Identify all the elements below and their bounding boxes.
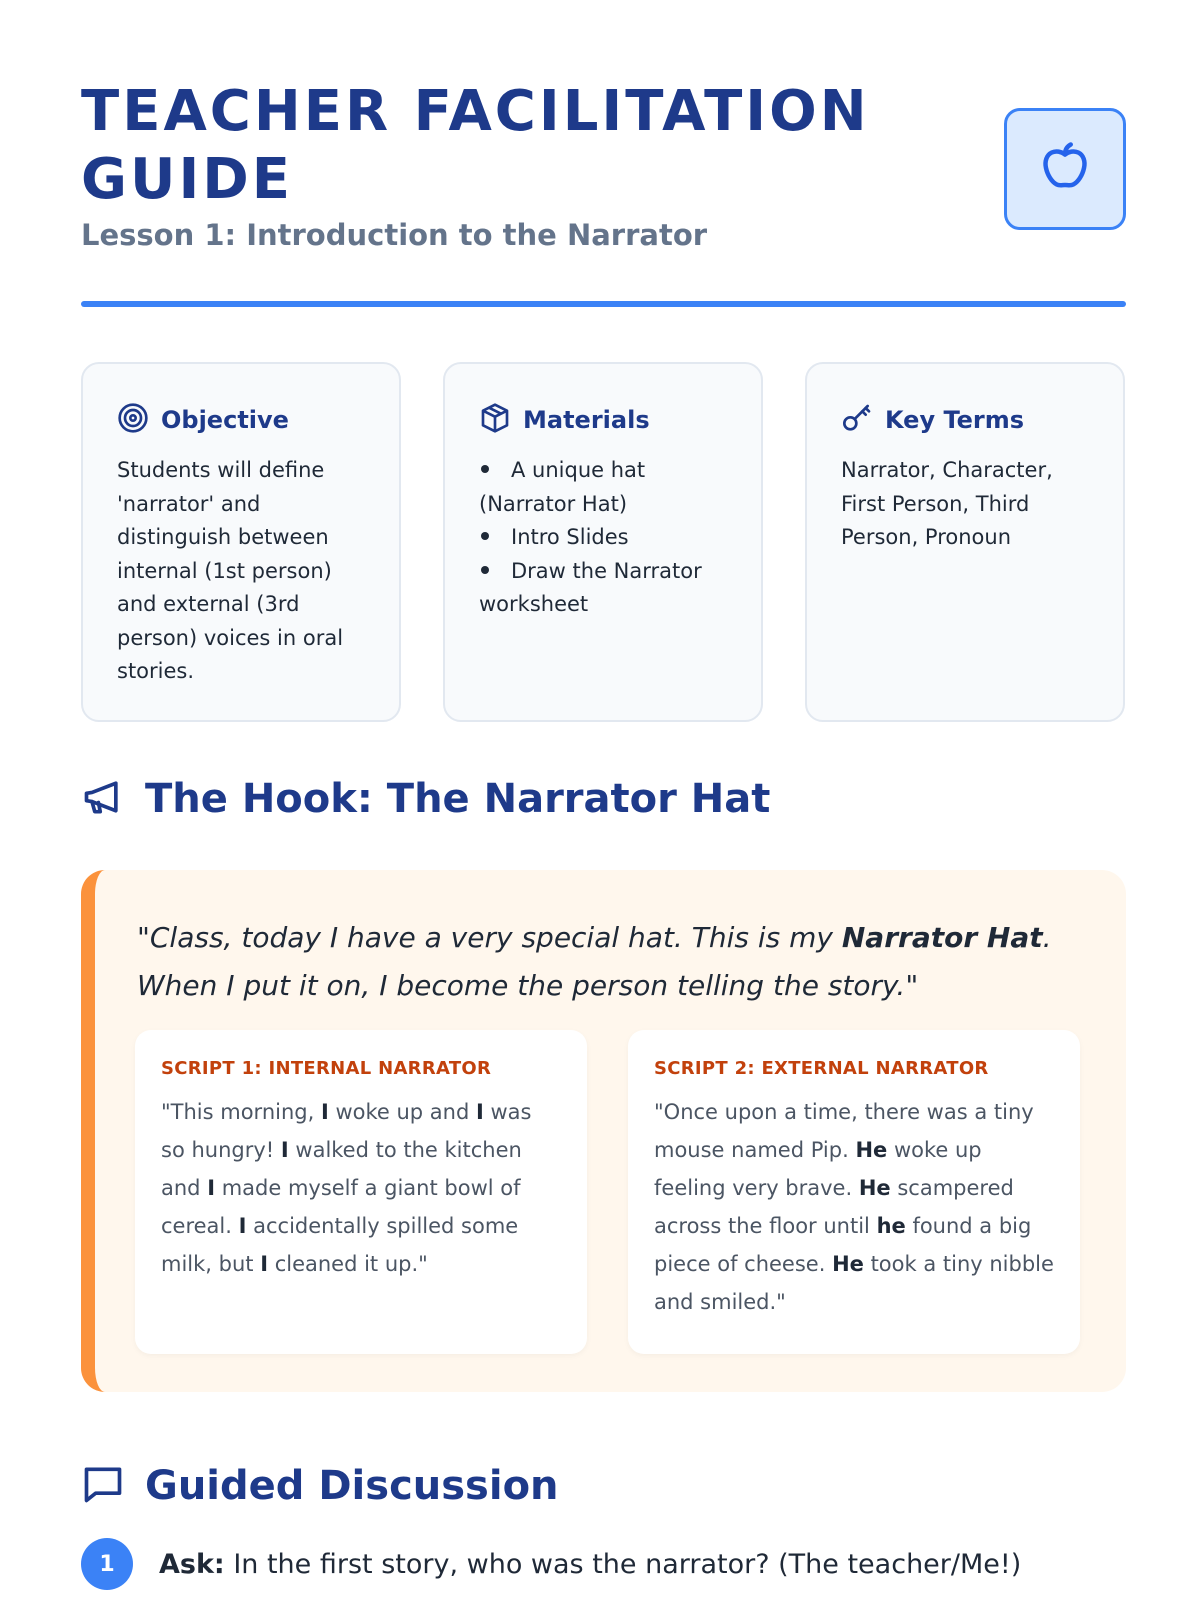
objective-title: Objective	[161, 406, 289, 434]
page-title: TEACHER FACILITATION GUIDE	[81, 79, 870, 212]
header-divider	[81, 301, 1126, 307]
materials-title: Materials	[523, 406, 650, 434]
key-terms-card	[805, 362, 1125, 722]
key-terms-title: Key Terms	[885, 406, 1025, 434]
lesson-subtitle: Lesson 1: Introduction to the Narrator	[81, 218, 708, 252]
hook-box	[81, 870, 1126, 1392]
script-text: "Once upon a time, there was a tiny mouse named Pip. He woke up feeling very brave. He scampered across the floor until he found a big piece of cheese. He took a tiny nibble and smiled."	[654, 1100, 1054, 1314]
script-text: "This morning, I woke up and I was so hungry! I walked to the kitchen and I made myself a giant bowl of cereal. I accidentally spilled some milk, but I cleaned it up."	[161, 1100, 532, 1276]
objective-text: Students will define 'narrator' and distinguish between internal (1st person) and external (3rd person) voices in oral stories.	[117, 458, 344, 683]
key-terms-text: Narrator, Character, First Person, Third Person, Pronoun	[841, 458, 1053, 549]
list-item: A unique hat (Narrator Hat)	[479, 458, 646, 516]
box-icon	[479, 402, 511, 438]
key-icon	[841, 402, 873, 438]
guide-page	[81, 0, 1126, 1580]
apple-badge	[1004, 108, 1126, 230]
list-item: Draw the Narrator worksheet	[479, 558, 702, 616]
hook-heading	[81, 775, 770, 823]
step-text: Ask: In the first story, who was the narrator? (The teacher/Me!)	[159, 1548, 1022, 1580]
info-cards	[81, 362, 1126, 722]
discussion-title: Guided Discussion	[145, 1463, 559, 1509]
materials-list	[479, 454, 729, 622]
objective-card	[81, 362, 401, 722]
apple-icon	[1035, 137, 1095, 201]
target-icon	[117, 402, 149, 438]
script-label: SCRIPT 2: EXTERNAL NARRATOR	[654, 1058, 989, 1079]
materials-card	[443, 362, 763, 722]
discussion-heading	[81, 1462, 559, 1510]
script-card-internal	[135, 1030, 587, 1354]
script-card-external	[628, 1030, 1080, 1354]
script-label: SCRIPT 1: INTERNAL NARRATOR	[161, 1058, 492, 1079]
chat-bubble-icon	[81, 1462, 125, 1510]
hook-quote: "Class, today I have a very special hat. This is my Narrator Hat. When I put it on, I become the person telling the story."	[137, 921, 1052, 1002]
header	[81, 0, 1126, 310]
step-number: 1	[81, 1538, 133, 1590]
list-item: Intro Slides	[479, 521, 729, 555]
megaphone-icon	[81, 775, 125, 823]
discussion-step	[81, 1538, 1021, 1590]
hook-title: The Hook: The Narrator Hat	[145, 776, 771, 822]
